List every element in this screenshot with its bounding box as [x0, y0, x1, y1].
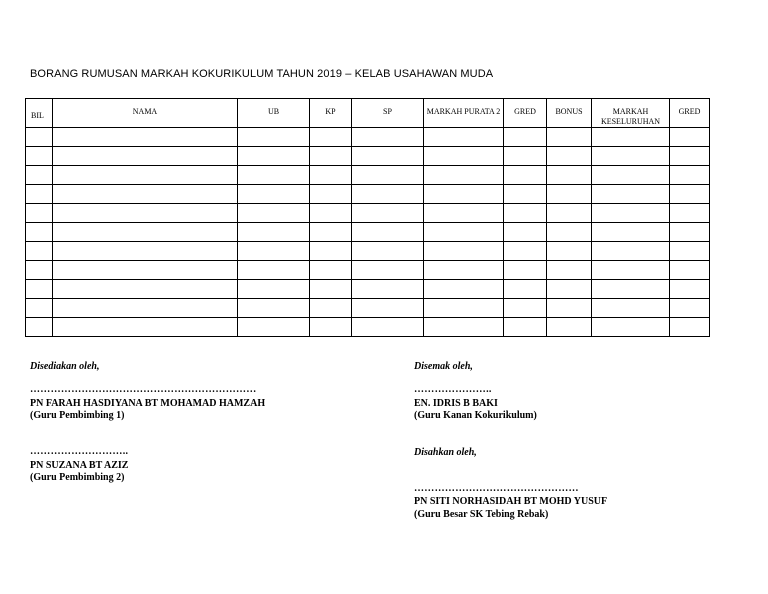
table-cell: [310, 147, 352, 166]
table-cell: [504, 223, 547, 242]
table-cell: [504, 185, 547, 204]
table-cell: [26, 261, 53, 280]
table-cell: [670, 280, 710, 299]
table-row: [26, 128, 710, 147]
table-cell: [547, 242, 592, 261]
header-ub: UB: [238, 99, 310, 128]
table-cell: [238, 128, 310, 147]
table-cell: [238, 318, 310, 337]
table-cell: [504, 147, 547, 166]
table-cell: [670, 242, 710, 261]
table-cell: [310, 223, 352, 242]
table-cell: [53, 166, 238, 185]
table-cell: [352, 299, 424, 318]
header-nama: NAMA: [53, 99, 238, 128]
table-cell: [592, 318, 670, 337]
table-cell: [424, 204, 504, 223]
table-row: [26, 261, 710, 280]
table-cell: [670, 166, 710, 185]
table-cell: [238, 261, 310, 280]
table-cell: [53, 185, 238, 204]
approved-role: (Guru Besar SK Tebing Rebak): [414, 509, 549, 520]
table-cell: [592, 261, 670, 280]
table-cell: [504, 242, 547, 261]
table-cell: [53, 128, 238, 147]
table-cell: [592, 242, 670, 261]
table-cell: [424, 261, 504, 280]
table-cell: [310, 166, 352, 185]
table-cell: [26, 128, 53, 147]
table-cell: [424, 223, 504, 242]
table-row: [26, 280, 710, 299]
table-cell: [352, 166, 424, 185]
table-cell: [238, 280, 310, 299]
table-cell: [352, 280, 424, 299]
table-cell: [310, 128, 352, 147]
table-cell: [592, 223, 670, 242]
table-cell: [26, 204, 53, 223]
signature-line-2: ………………………..: [30, 446, 129, 457]
page-title: BORANG RUMUSAN MARKAH KOKURIKULUM TAHUN 2019 – KELAB USAHAWAN MUDA: [30, 68, 494, 80]
table-cell: [26, 318, 53, 337]
header-bil: BIL: [26, 99, 53, 128]
table-cell: [504, 318, 547, 337]
table-cell: [238, 242, 310, 261]
table-cell: [352, 223, 424, 242]
table-row: [26, 223, 710, 242]
table-cell: [310, 242, 352, 261]
table-cell: [53, 261, 238, 280]
table-cell: [592, 128, 670, 147]
table-row: [26, 299, 710, 318]
table-cell: [238, 185, 310, 204]
table-cell: [670, 261, 710, 280]
table-cell: [26, 223, 53, 242]
table-cell: [592, 166, 670, 185]
checked-by-label: Disemak oleh,: [414, 361, 473, 372]
table-cell: [424, 280, 504, 299]
signature-line-approved: …………………………………………: [414, 483, 579, 494]
approved-name: PN SITI NORHASIDAH BT MOHD YUSUF: [414, 496, 608, 507]
table-cell: [424, 299, 504, 318]
table-cell: [310, 204, 352, 223]
table-cell: [592, 204, 670, 223]
table-cell: [592, 280, 670, 299]
table-cell: [352, 261, 424, 280]
table-cell: [238, 166, 310, 185]
table-cell: [504, 299, 547, 318]
table-cell: [53, 147, 238, 166]
table-cell: [424, 318, 504, 337]
table-cell: [547, 204, 592, 223]
table-row: [26, 318, 710, 337]
prepared-name-2: PN SUZANA BT AZIZ: [30, 460, 129, 471]
header-row: [26, 99, 710, 128]
table-cell: [670, 204, 710, 223]
table-cell: [310, 280, 352, 299]
table-cell: [26, 299, 53, 318]
table-cell: [547, 261, 592, 280]
table-cell: [547, 128, 592, 147]
checked-name: EN. IDRIS B BAKI: [414, 398, 498, 409]
table-cell: [53, 204, 238, 223]
table-cell: [547, 147, 592, 166]
table-cell: [352, 185, 424, 204]
table-cell: [310, 185, 352, 204]
approved-by-label: Disahkan oleh,: [414, 447, 477, 458]
table-row: [26, 185, 710, 204]
table-cell: [547, 185, 592, 204]
table-cell: [26, 166, 53, 185]
table-row: [26, 166, 710, 185]
table-cell: [424, 166, 504, 185]
table-row: [26, 204, 710, 223]
table-cell: [504, 280, 547, 299]
prepared-by-label: Disediakan oleh,: [30, 361, 100, 372]
table-body: [26, 128, 710, 337]
table-cell: [352, 318, 424, 337]
table-cell: [592, 185, 670, 204]
table-cell: [547, 318, 592, 337]
table-cell: [504, 166, 547, 185]
table-cell: [352, 242, 424, 261]
table-cell: [53, 318, 238, 337]
table-cell: [424, 242, 504, 261]
table-cell: [670, 185, 710, 204]
table-cell: [670, 147, 710, 166]
table-cell: [547, 223, 592, 242]
table-cell: [352, 128, 424, 147]
table-cell: [424, 147, 504, 166]
header-gred: GRED: [504, 99, 547, 128]
table-cell: [547, 166, 592, 185]
table-cell: [670, 128, 710, 147]
header-markah-purata: MARKAH PURATA 2: [424, 99, 504, 128]
table-cell: [238, 147, 310, 166]
table-cell: [504, 204, 547, 223]
header-gred-final: GRED: [670, 99, 710, 128]
table-cell: [670, 223, 710, 242]
table-cell: [26, 185, 53, 204]
table-cell: [53, 242, 238, 261]
table-cell: [238, 223, 310, 242]
table-cell: [352, 204, 424, 223]
table-cell: [238, 204, 310, 223]
table-cell: [238, 299, 310, 318]
table-cell: [504, 261, 547, 280]
table-cell: [53, 299, 238, 318]
prepared-name-1: PN FARAH HASDIYANA BT MOHAMAD HAMZAH: [30, 398, 266, 409]
table-cell: [592, 147, 670, 166]
checked-role: (Guru Kanan Kokurikulum): [414, 410, 537, 421]
table-cell: [424, 185, 504, 204]
header-bonus: BONUS: [547, 99, 592, 128]
table-cell: [504, 128, 547, 147]
signature-line-1: …………………………………………………………: [30, 384, 257, 395]
table-cell: [592, 299, 670, 318]
table-cell: [53, 280, 238, 299]
signature-line-checked: …………………..: [414, 384, 492, 395]
marks-summary-table: [25, 98, 710, 337]
table-row: [26, 147, 710, 166]
header-sp: SP: [352, 99, 424, 128]
prepared-role-2: (Guru Pembimbing 2): [30, 472, 125, 483]
table-row: [26, 242, 710, 261]
header-markah-keseluruhan: MARKAH KESELURUHAN: [592, 99, 670, 128]
table-cell: [547, 280, 592, 299]
table-cell: [26, 280, 53, 299]
table-cell: [26, 242, 53, 261]
table-cell: [26, 147, 53, 166]
table-cell: [310, 318, 352, 337]
table-cell: [352, 147, 424, 166]
prepared-role-1: (Guru Pembimbing 1): [30, 410, 125, 421]
table-cell: [310, 299, 352, 318]
table-cell: [424, 128, 504, 147]
table-cell: [670, 299, 710, 318]
table-cell: [670, 318, 710, 337]
header-kp: KP: [310, 99, 352, 128]
table-cell: [310, 261, 352, 280]
table-cell: [53, 223, 238, 242]
table-cell: [547, 299, 592, 318]
